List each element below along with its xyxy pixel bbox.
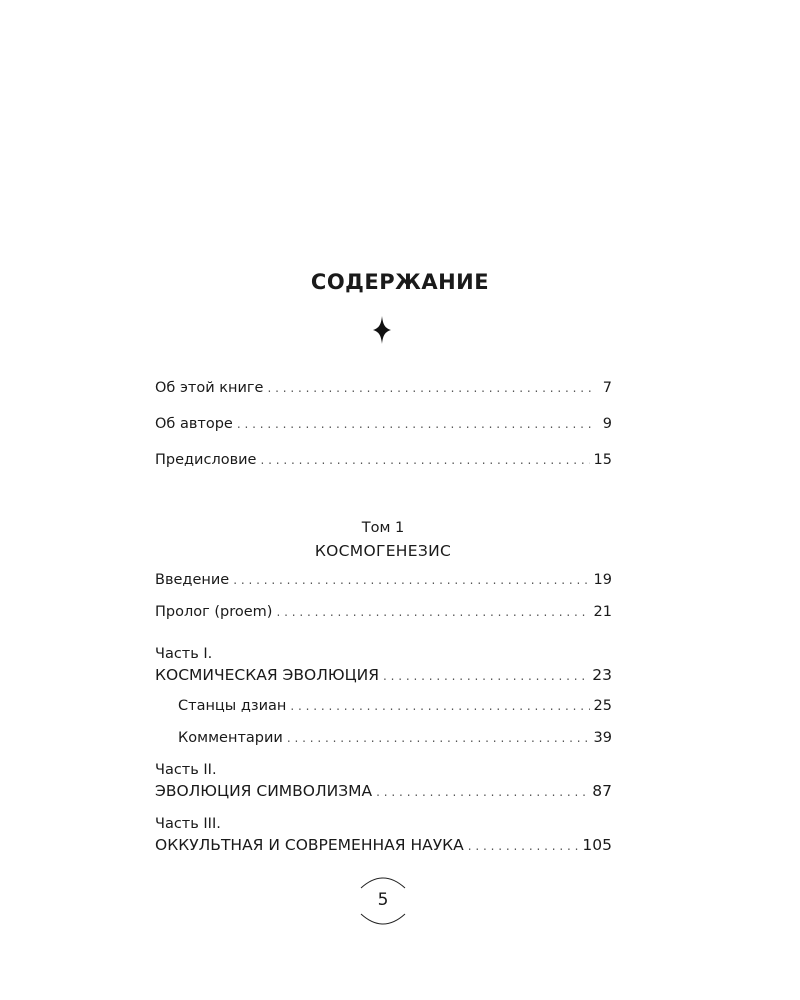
toc-subentry-commentaries[interactable]: [178, 730, 612, 752]
toc-entry-page: 21: [593, 604, 612, 620]
leader-dots: [260, 453, 589, 467]
toc-entry-label: Предисловие: [155, 452, 257, 468]
leader-dots: [267, 381, 594, 395]
toc-entry-part-2[interactable]: [155, 782, 612, 804]
toc-entry-label: КОСМИЧЕСКАЯ ЭВОЛЮЦИЯ: [155, 666, 379, 684]
leader-dots: [237, 417, 594, 431]
toc-entry-introduction[interactable]: [155, 572, 612, 594]
leader-dots: [376, 785, 588, 799]
toc-entry-about-author[interactable]: [155, 416, 612, 438]
toc-entry-page: 39: [593, 730, 612, 746]
toc-entry-label: ЭВОЛЮЦИЯ СИМВОЛИЗМА: [155, 782, 373, 800]
page-title: СОДЕРЖАНИЕ: [310, 270, 490, 294]
leader-dots: [287, 731, 590, 745]
leader-dots: [468, 839, 579, 853]
toc-entry-page: 105: [582, 836, 612, 854]
toc-entry-prologue[interactable]: [155, 604, 612, 626]
toc-entry-label: Комментарии: [178, 730, 283, 746]
part-label: Часть II.: [155, 762, 217, 778]
toc-entry-page: 19: [593, 572, 612, 588]
diamond-star-icon: [373, 316, 391, 344]
toc-entry-page: 23: [592, 666, 612, 684]
volume-number: Том 1: [361, 520, 405, 536]
leader-dots: [290, 699, 589, 713]
toc-entry-part-1[interactable]: [155, 666, 612, 688]
toc-entry-page: 87: [592, 782, 612, 800]
toc-entry-label: Об этой книге: [155, 380, 264, 396]
toc-entry-label: Об авторе: [155, 416, 233, 432]
toc-entry-label: Станцы дзиан: [178, 698, 287, 714]
page-number-value: 5: [377, 890, 389, 910]
volume-title: КОСМОГЕНЕЗИС: [314, 542, 452, 560]
toc-entry-page: 15: [593, 452, 612, 468]
toc-subentry-stanzas[interactable]: [178, 698, 612, 720]
toc-entry-part-3[interactable]: [155, 836, 612, 858]
toc-entry-page: 7: [602, 380, 612, 396]
toc-entry-page: 25: [593, 698, 612, 714]
toc-entry-page: 9: [602, 416, 612, 432]
page-number: [356, 872, 410, 930]
toc-entry-label: Введение: [155, 572, 230, 588]
toc-entry-preface[interactable]: [155, 452, 612, 474]
toc-entry-label: Пролог (proem): [155, 604, 273, 620]
part-label: Часть I.: [155, 646, 213, 662]
part-label: Часть III.: [155, 816, 221, 832]
leader-dots: [233, 573, 589, 587]
leader-dots: [383, 669, 588, 683]
leader-dots: [276, 605, 589, 619]
toc-entry-label: ОККУЛЬТНАЯ И СОВРЕМЕННАЯ НАУКА: [155, 836, 464, 854]
toc-entry-about-book[interactable]: [155, 380, 612, 402]
